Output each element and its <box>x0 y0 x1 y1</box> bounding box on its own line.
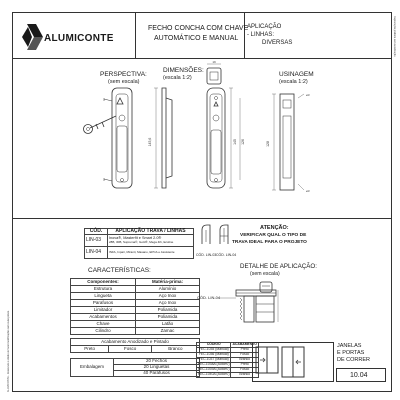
packaging-label: Embalagem <box>71 359 114 377</box>
characteristics-material: Zamac <box>135 328 199 335</box>
codes-table-header-finish: ACABAMENTO <box>232 342 257 347</box>
codes-table-code: FEC-1037 (Manual) <box>197 358 231 363</box>
svg-text:ø3: ø3 <box>306 189 310 193</box>
characteristics-header-material: Matéria-prima: <box>135 279 199 286</box>
application-detail-scale: (sem escala) <box>250 271 280 277</box>
characteristics-component: Chave <box>71 321 136 328</box>
characteristics-component: Lingueta <box>71 293 136 300</box>
codes-table-code: FEC-1036 (Manual) <box>197 353 231 358</box>
svg-text:126: 126 <box>241 139 245 145</box>
dimensions-scale: (escala 1:2) <box>163 75 192 81</box>
codes-table-finish: Preto <box>231 348 258 353</box>
codes-table <box>196 342 259 378</box>
attention-line2: TRAVA IDEAL PARA O PROJETO <box>232 240 307 245</box>
codes-table-finish: Branco <box>231 358 258 363</box>
characteristics-material: Aço Inox <box>135 300 199 307</box>
finish-option: Branco <box>151 346 199 353</box>
svg-text:128: 128 <box>266 141 270 147</box>
application-line: - LINHAS: <box>247 32 275 38</box>
section-divider-1 <box>12 218 392 219</box>
left-side-note: ALUMICONTE - Reservado o direito de fazer modificações sem aviso prévio. <box>7 310 10 392</box>
lines-table-row <box>108 235 194 247</box>
codes-table-header-code: CÓDIGO <box>197 343 231 348</box>
characteristics-material: Poliamida <box>135 307 199 314</box>
characteristics-material: Latão <box>135 321 199 328</box>
machining-view-drawing <box>266 93 310 193</box>
svg-text:ø3: ø3 <box>306 93 310 97</box>
code-lin04-caption: CÓD. LIN-04 <box>216 253 237 257</box>
code-lin03-caption: CÓD. LIN-03 <box>196 253 217 257</box>
codes-table-finish: Fosco <box>231 368 258 373</box>
characteristics-material: Poliamida <box>135 314 199 321</box>
application-detail-drawing <box>196 278 306 326</box>
side-profile-drawing <box>148 88 172 188</box>
front-view-drawing <box>207 88 245 188</box>
svg-text:145,6: 145,6 <box>148 137 152 147</box>
latch-lin03-icon <box>202 225 210 244</box>
lines-table-header-app: APLICAÇÃO TRAVA / LINHAS <box>108 229 194 235</box>
lines-table-line2: 28B, 30B, Suprema®, Gold®, Mega 4th, Ecoline <box>109 239 174 244</box>
category-line3: DE CORRER <box>337 357 371 363</box>
sliding-window-icon <box>256 347 278 373</box>
header-sep-1 <box>135 12 136 58</box>
lines-table-row <box>108 247 194 259</box>
packaging-item: 40 Parafusos <box>114 371 200 377</box>
lines-table-line2: INFA, Inpari, Miranti, Masano, EPCA e Assistente <box>109 250 175 254</box>
lines-table-line1: Inova®, Masterfit e Smart 2.0® <box>109 236 162 241</box>
characteristics-component: Estrutura <box>71 286 136 293</box>
sliding-door-icon <box>282 347 304 377</box>
perspective-latch-drawing <box>84 88 133 188</box>
lines-table <box>84 228 194 259</box>
codes-table-finish: Preto <box>231 363 258 368</box>
finish-option: Preto <box>71 346 109 353</box>
brand-name: ALUMICONTE <box>44 33 114 44</box>
characteristics-component: Cilindro <box>71 328 136 335</box>
characteristics-title: CARACTERÍSTICAS: <box>88 267 151 274</box>
perspective-title: PERSPECTIVA: <box>100 71 147 78</box>
sliding-window-icons <box>254 345 332 379</box>
document-title-line2: AUTOMÁTICO E MANUAL <box>154 35 239 42</box>
lines-table-code: LIN-03 <box>85 235 108 247</box>
characteristics-header-component: Componentes: <box>71 279 136 286</box>
lines-table-code: LIN-04 <box>85 247 108 259</box>
category-line1: JANELAS <box>337 343 362 349</box>
codes-table-code: FEC-1040A (Autom.) <box>198 372 230 377</box>
page-number: 10.04 <box>350 372 368 379</box>
characteristics-material: Alumínio <box>135 286 199 293</box>
characteristics-component: Parafusos <box>71 300 136 307</box>
finish-option: Fosco <box>109 346 152 353</box>
characteristics-material: Aço Inox <box>135 293 199 300</box>
brand-logo <box>20 20 130 54</box>
codes-table-finish: Branco <box>231 373 258 378</box>
technical-drawings <box>12 58 392 218</box>
attention-title: ATENÇÃO: <box>260 225 289 231</box>
finish-title: Acabamento Anodizado e Pintado <box>71 339 200 346</box>
application-detail-code: CÓD. LIN-04 <box>197 295 221 300</box>
svg-text:19: 19 <box>212 60 216 64</box>
application-label: APLICAÇÃO <box>247 24 282 30</box>
right-side-note: Reprodução proibida sem autorização <box>393 16 396 57</box>
lines-table-header-code: CÓD. <box>85 229 108 235</box>
document-title-line1: FECHO CONCHA COM CHAVE <box>148 25 249 32</box>
category-line2: E PORTAS <box>337 350 365 356</box>
latch-lin04-icon <box>220 225 228 244</box>
packaging-table <box>70 358 200 377</box>
attention-line1: VERIFICAR QUAL O TIPO DE <box>240 233 307 238</box>
characteristics-table <box>70 278 200 335</box>
latch-type-icons <box>198 222 237 257</box>
application-detail-title: DETALHE DE APLICAÇÃO: <box>240 263 317 270</box>
machining-title: USINAGEM <box>279 71 314 78</box>
machining-scale: (escala 1:2) <box>279 79 308 85</box>
codes-table-code: FEC-1039A (Autom.) <box>198 367 230 372</box>
application-value: DIVERSAS <box>262 40 293 46</box>
top-section-drawing <box>207 60 221 84</box>
packaging-item: 20 Fechos <box>114 359 200 365</box>
codes-table-code: FEC-1038A (Autom.) <box>198 362 230 367</box>
header-sep-2 <box>244 12 245 58</box>
finish-table <box>70 338 200 353</box>
perspective-scale: (sem escala) <box>108 79 140 85</box>
packaging-item: 20 Linguetas <box>114 365 200 371</box>
codes-table-code: FEC-1035 (Manual) <box>197 348 231 353</box>
characteristics-component: Acabamentos <box>71 314 136 321</box>
codes-table-finish: Fosco <box>231 353 258 358</box>
dimensions-title: DIMENSÕES: <box>163 67 204 74</box>
characteristics-component: Limitador <box>71 307 136 314</box>
svg-text:145: 145 <box>233 139 237 145</box>
